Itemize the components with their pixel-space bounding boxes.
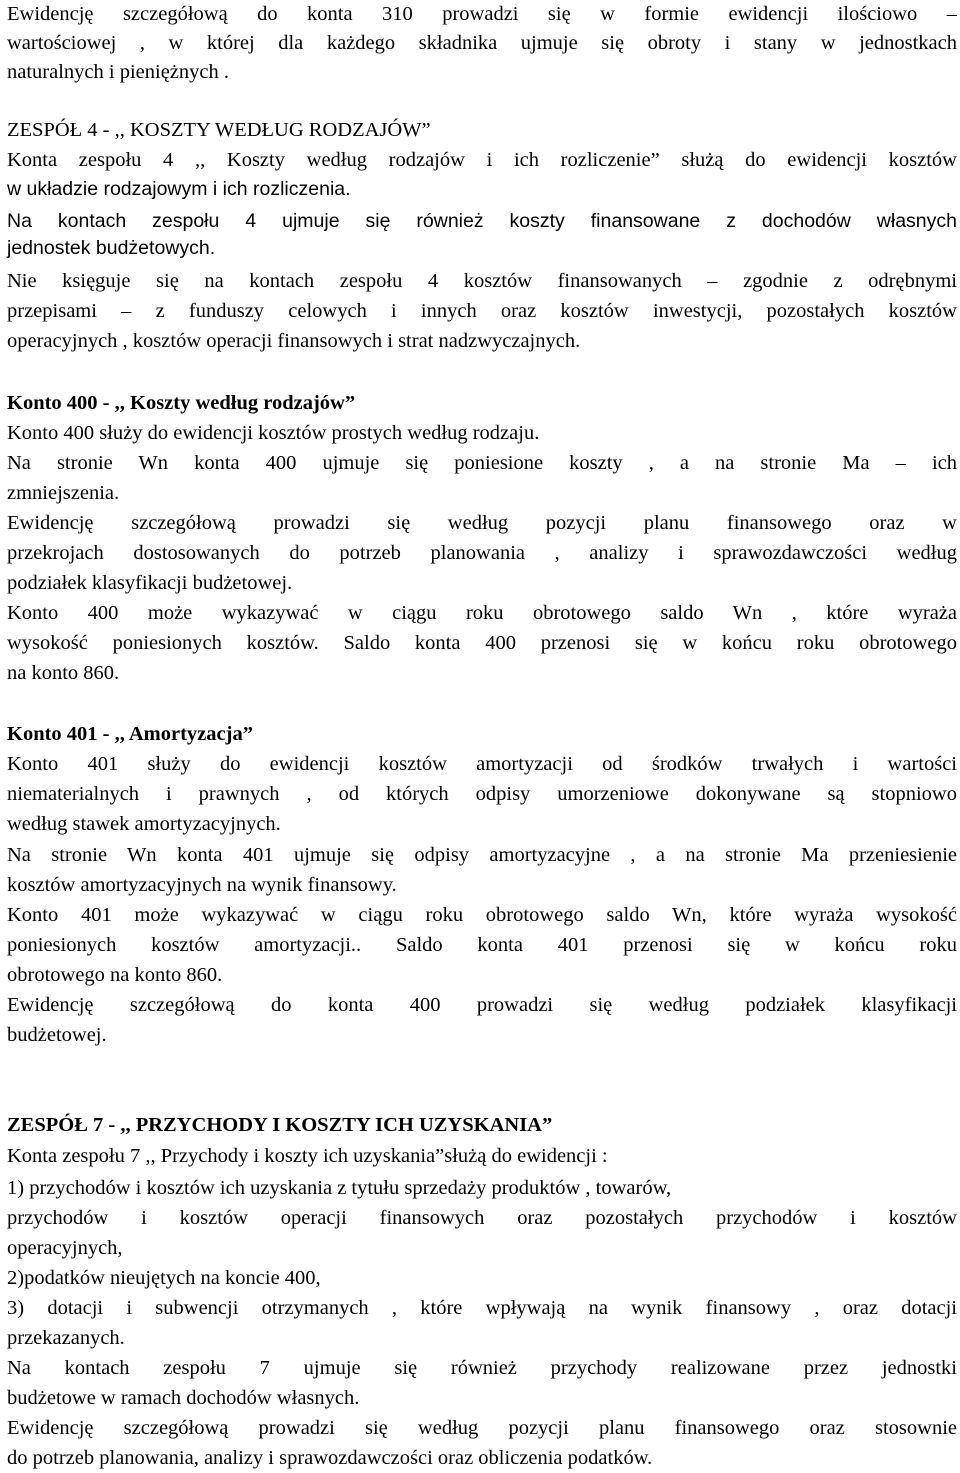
text-line: podziałek klasyfikacji budżetowej. xyxy=(7,572,293,594)
text-line: Konto 401 służy do ewidencji kosztów amortyzacji od środków trwałych i wartości xyxy=(7,753,957,775)
text-line: budżetowe w ramach dochodów własnych. xyxy=(7,1387,360,1409)
text-line: 2)podatków nieujętych na koncie 400, xyxy=(7,1267,321,1289)
text-line: do potrzeb planowania, analizy i sprawozdawczości oraz obliczenia podatków. xyxy=(7,1447,653,1469)
text-line: Konto 400 może wykazywać w ciągu roku obrotowego saldo Wn , które wyraża xyxy=(7,602,957,624)
text-line: naturalnych i pieniężnych . xyxy=(7,61,229,83)
text-line: na konto 860. xyxy=(7,662,120,684)
text-line: Konta zespołu 4 ,, Koszty według rodzajów i ich rozliczenie” służą do ewidencji kosztów xyxy=(7,149,957,171)
text-line: kosztów amortyzacyjnych na wynik finansowy. xyxy=(7,874,397,896)
text-line: Na stronie Wn konta 401 ujmuje się odpisy amortyzacyjne , a na stronie Ma przeniesienie xyxy=(7,844,957,866)
text-line: przekrojach dostosowanych do potrzeb planowania , analizy i sprawozdawczości według xyxy=(7,542,957,564)
section-heading: ZESPÓŁ 7 - ,, PRZYCHODY I KOSZTY ICH UZYSKANIA” xyxy=(7,1114,553,1136)
text-line: ZESPÓŁ 4 - ,, KOSZTY WEDŁUG RODZAJÓW” xyxy=(7,119,431,141)
text-line: przekazanych. xyxy=(7,1327,125,1349)
text-line: Na kontach zespołu 4 ujmuje się również koszty finansowane z dochodów własnych xyxy=(7,210,957,232)
text-line: zmniejszenia. xyxy=(7,482,120,504)
text-line: Konta zespołu 7 ,, Przychody i koszty ich uzyskania”służą do ewidencji : xyxy=(7,1145,608,1167)
text-line: Na stronie Wn konta 400 ujmuje się poniesione koszty , a na stronie Ma – ich xyxy=(7,452,957,474)
text-line: obrotowego na konto 860. xyxy=(7,964,223,986)
text-line: wartościowej , w której dla każdego składnika ujmuje się obroty i stany w jednostkach xyxy=(7,32,957,54)
text-line: wysokość poniesionych kosztów. Saldo konta 400 przenosi się w końcu roku obrotowego xyxy=(7,632,957,654)
text-line: przepisami – z funduszy celowych i innych oraz kosztów inwestycji, pozostałych kosztów xyxy=(7,300,957,322)
text-line: Ewidencję szczegółową prowadzi się według pozycji planu finansowego oraz w xyxy=(7,512,957,534)
text-line: jednostek budżetowych. xyxy=(7,237,216,259)
text-line: Ewidencję szczegółową do konta 400 prowadzi się według podziałek klasyfikacji xyxy=(7,994,957,1016)
text-line: Nie księguje się na kontach zespołu 4 kosztów finansowanych – zgodnie z odrębnymi xyxy=(7,270,957,292)
text-line: przychodów i kosztów operacji finansowych oraz pozostałych przychodów i kosztów xyxy=(7,1207,957,1229)
text-line: Konto 401 może wykazywać w ciągu roku obrotowego saldo Wn, które wyraża wysokość xyxy=(7,904,957,926)
text-line: w układzie rodzajowym i ich rozliczenia. xyxy=(7,178,351,200)
text-line: budżetowej. xyxy=(7,1024,107,1046)
text-line: 1) przychodów i kosztów ich uzyskania z tytułu sprzedaży produktów , towarów, xyxy=(7,1177,672,1199)
text-line: 3) dotacji i subwencji otrzymanych , które wpływają na wynik finansowy , oraz dotacji xyxy=(7,1297,957,1319)
text-line: poniesionych kosztów amortyzacji.. Saldo konta 401 przenosi się w końcu roku xyxy=(7,934,957,956)
text-line: operacyjnych , kosztów operacji finansowych i strat nadzwyczajnych. xyxy=(7,330,581,352)
text-line: niematerialnych i prawnych , od których odpisy umorzeniowe dokonywane są stopniowo xyxy=(7,783,957,805)
section-heading: Konto 401 - ,, Amortyzacja” xyxy=(7,723,253,745)
text-line: Na kontach zespołu 7 ujmuje się również przychody realizowane przez jednostki xyxy=(7,1357,957,1379)
text-line: Konto 400 służy do ewidencji kosztów prostych według rodzaju. xyxy=(7,422,540,444)
text-line: Ewidencję szczegółową prowadzi się według pozycji planu finansowego oraz stosownie xyxy=(7,1417,957,1439)
text-line: operacyjnych, xyxy=(7,1237,123,1259)
section-heading: Konto 400 - ,, Koszty według rodzajów” xyxy=(7,392,356,414)
text-line: według stawek amortyzacyjnych. xyxy=(7,813,281,835)
text-line: Ewidencję szczegółową do konta 310 prowadzi się w formie ewidencji ilościowo – xyxy=(7,3,957,25)
